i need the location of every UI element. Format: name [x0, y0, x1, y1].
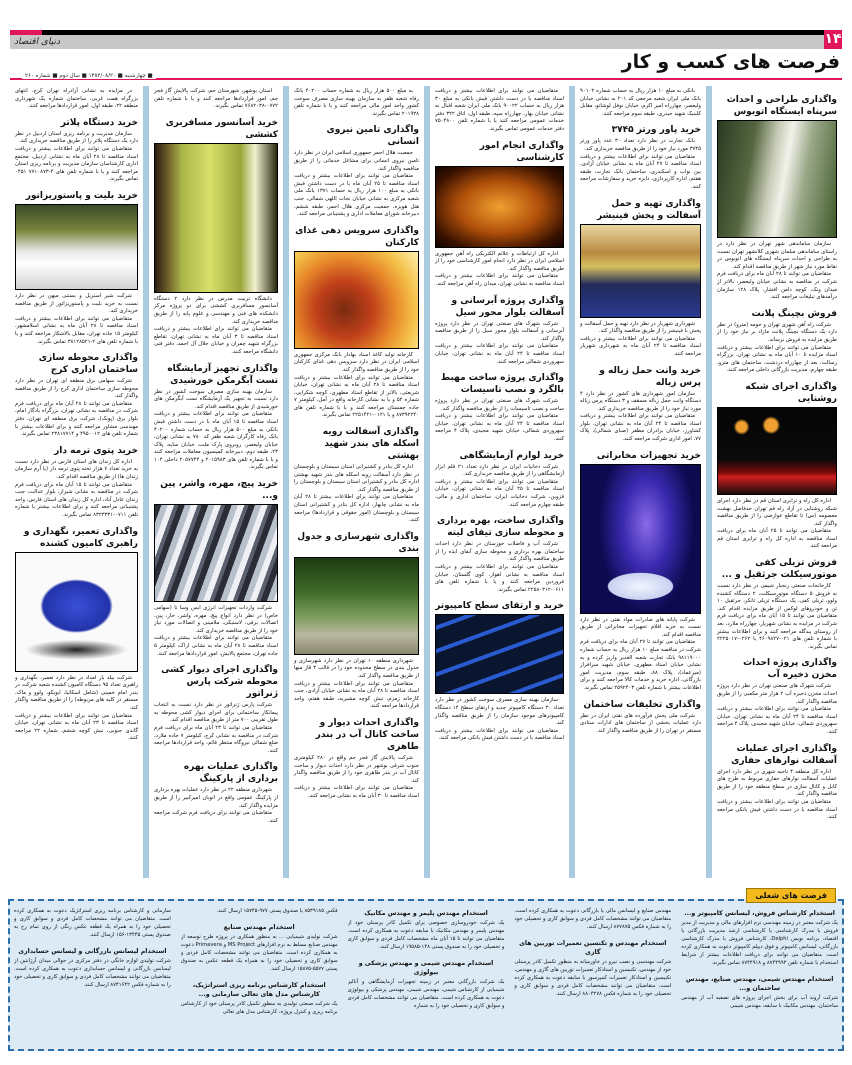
news-body-text: متقاضیان می توانند برای اطلاعات بیشتر و دریافت اسناد مناقصه تا ۲۴ آبان ماه به نشانی تهران، بلوار کشاورز، خیابان برادران مظفر (صبای شمالی)، پلاک ۷۷، امور اداری شرکت مراجعه کنند.	[580, 413, 701, 443]
news-headline[interactable]: فروش بچینگ پلانت	[751, 308, 837, 319]
news-body-text: شرکت شهرک های صنعتی تهران در نظر دارد پروژه ساخت و نصب تاسیسات را از طریق مناقصه واگذار کند.	[435, 398, 564, 412]
news-body-text: شرکت ملی پخش فرآورده های نفتی ایران در نظر دارد عملیات بخشی از ساختمان های ادارات ستادی مستقر در تهران را از طریق مناقصه واگذار کند.	[580, 712, 701, 734]
masthead	[10, 30, 842, 48]
news-body-text: متقاضیان می توانند برای اطلاعات بیشتر و دریافت اسناد مناقصه تا ۲۸ آبان ماه به نشانی تهران، خیابان شریعتی، بالاتر از تقاطع استاد مطهری، کوچه شکرایی، شماره ۵۴ و یا به نشانی کارخانه واقع در آمل، کیلومتر ۷ جاده چمستان مراجعه کنند و یا با شماره تلفن های ۸۷۳۹۲۲۴۰ و یا ۰۱۲۱-۲۲۵۱۴۲۱ تماس بگیرند.	[294, 374, 419, 419]
news-body-text: شهرداری شهریار در نظر دارد تهیه و حمل آسفالت و پخش با فینیشر را از طریق مناقصه واگذار کند.	[580, 320, 701, 335]
news-item	[154, 761, 278, 825]
news-headline[interactable]: خرید آسانسور مسافربری کششی	[165, 117, 278, 140]
news-item	[15, 190, 138, 346]
news-body-text: متقاضیان می توانند برای اطلاعات بیشتر و دریافت اسناد مناقصه تا ۲۴ آبان ماه به نشانی تهران، خیابان سهروردی شمالی، خیابان شهید مجیدی، پلاک ۴ مراجعه کنند.	[717, 706, 838, 735]
spacer	[681, 967, 838, 973]
article-columns	[10, 86, 842, 878]
news-headline[interactable]: واگذاری تهیه و حمل آسفالت و پخش فینیشر	[597, 198, 701, 221]
news-body-text: متقاضیان می توانند تا ۲۷ آبان ماه برای دریافت فرم شرکت در مناقصه مبلغ ۱۰ هزار ریال به حساب شماره ۹۸۱۱۹۰۰۰ بانک تجارت شعبه الغدیر واریز کرده و به نشانی خیابان استاد مطهری، خیابان شهید سرافراز (میرعماد)، پلاک ۸۸، طبقه سوم، مدیریت امور بازرگانی، اداره خرید و خدمات کالا مراجعه کنند و برای اطلاعات بیشتر با شماره تلفن ۲۵۹۲۴۰۳ تماس بگیرند.	[580, 639, 701, 691]
news-body-text: اداره کل ارتباطات و علائم الکتریکی راه آهن جمهوری اسلامی ایران در نظر دارد انجام امور کارشناسی خود را از طریق مناقصه واگذار کند.	[435, 250, 564, 272]
elevator-photo	[154, 143, 278, 293]
job-ad-text: سازمانی و کارشناس برنامه ریزی استراتژیک دعوت به همکاری کرده است. متقاضیان می توانند مشخصات کامل فردی و سوابق کاری و تحصیلی خود را به همراه یک قطعه عکس رنگی از روی تمام رخ به صندوق پستی ۱۳۴۴۵-۱۵۶ ارسال کنند.	[14, 908, 171, 938]
news-body-text: متقاضیان می توانند برای اطلاعات بیشتر و دریافت اسناد مناقصه تا ۲۸ آبان ماه به نشانی اردبیل، مجتمع اداری کارشناسان سازمان مدیریت و برنامه ریزی استان مراجعه کنند و یا با شماره تلفن های ۴-۷۷۱۰۸۷۳ ۰۴۵۱ تماس بگیرند.	[15, 145, 139, 183]
news-headline[interactable]: خرید لوازم آزمایشگاهی	[459, 450, 564, 461]
news-body-text: شهرداری منطقه ۲۲ در نظر دارد عملیات بهره برداری از پارکینگ عمومی واقع در اتوبان امیرکبیر را از طریق مزایده واگذار کند.	[154, 787, 278, 809]
news-item	[435, 372, 564, 444]
news-body-text: شرکت دخانیات ایران در نظر دارد تعداد ۲۱ قلم ابزار آزمایشگاهی را از طریق مناقصه خریداری کند.	[435, 463, 564, 478]
news-body-text: بانک تجارت در نظر دارد تعداد ۳۰ عدد پاور ورتر ۳۷۴۵ مورد نیاز خود را از طریق مناقصه خریداری کند.	[580, 138, 701, 152]
news-item	[717, 743, 837, 822]
job-ad-text: فکس ۸۵۳۹۱۸۵ یا صندوق پستی ۹۷۷-۱۵۷۴۵ ارسال کنند.	[216, 908, 338, 914]
news-item	[294, 124, 419, 218]
news-body-text: متقاضیان می توانند برای اطلاعات بیشتر و دریافت اسناد مناقصه تا ۲۸ آبان ماه به نشانی اسلامشهر، کیلومتر ۱۵ جاده تهران، مقابل بالاشکار مراجعه کنند و یا با شماره تلفن های ۲-۳۸۱۲۸۵۲۱ تماس بگیرند.	[15, 315, 138, 345]
news-body-text: در مزایده به نشانی آزادراه تهران کرج، انتهای بزرگراه همت غربی، ساختمان شماره یک شهرداری منطقه ۲۲، طبقه اول، امور قراردادها مراجعه کنند.	[15, 88, 138, 110]
job-ad-text: یک شرکت معتبر در زمینه مهندسی نرم افزارهای مالی و مدیریت از مدیر فروش با مدرک کارشناسی یا کارشناسی ارشد مدیریت بازرگانی یا اقتصاد، برنامه نویس Delphi، کارشناس فروش با مدرک کارشناسی بازرگانی، لیسانس کامپیوتر و فوق دیپلم کامپیوتر دعوت به همکاری کرده است. متقاضیان می توانند برای دریافت اطلاعات بیشتر از شرایط استخدام با شماره تلفن ۸۷۴۴۹۹۴ و ۸۷۴۴۹۱۸ تماس بگیرند.	[681, 920, 838, 966]
job-ad-title[interactable]: استخدام مهندس شیمی، مهندس صنایع، مهندس ساختمان و...	[685, 976, 834, 992]
paper-logo: دنیای اقتصاد	[14, 37, 60, 47]
news-column	[712, 86, 842, 878]
news-item	[154, 478, 278, 658]
news-body-text: متقاضیان می توانند برای اطلاعات بیشتر و دریافت اسناد مناقصه تا ۳۰ آبان ماه به نشانی مراجعه کنند.	[294, 785, 419, 799]
news-body-text: متقاضیان می توانند برای اطلاعات بیشتر و دریافت اسناد مناقصه با در دست داشتن فیش بانکی مراجعه کنند.	[717, 798, 837, 821]
news-headline[interactable]: واگذاری سرویس دهی غذای کارکنان	[295, 225, 419, 248]
news-item	[580, 124, 701, 191]
news-headline[interactable]: واگذاری پروژه ساخت مهبط بالگرد و نصب تاسیسات	[440, 373, 564, 396]
job-ad-text: شرکت تولیدی شیمیایی ... به منظور همکاری در پروژه طرح توسعه از مهندس صنایع مسلط به نرم افزارهای MS Project و Primavera دعوت به همکاری کرده است. متقاضیان می توانند مشخصات کامل فردی و سوابق کاری و تحصیلی خود را به همراه یک قطعه عکس به صندوق پستی ۵۵۷۷-۱۵۸۷۵ ارسال کنند.	[180, 934, 338, 972]
news-headline[interactable]: خرید و ارتقای سطح کامپیوتر	[435, 601, 564, 612]
news-body-text: استان بوشهر، شهرستان جم، شرکت پالایش گاز فجر جم، امور قراردادها مراجعه کنند و یا با شماره تلفن ۰۷۷۲-۷۶۸۲۰۳۸ تماس بگیرند.	[154, 88, 278, 110]
news-body-text: دانشگاه تربیت مدرس در نظر دارد ۲ دستگاه آسانسور مسافربری کششی برای دو پروژه مرکز دانشکده های فنی و مهندسی و علوم پایه را از طریق مناقصه خریداری کند.	[154, 295, 278, 325]
spacer	[181, 973, 338, 979]
news-body-text: شرکت پارس ژنراتور در نظر دارد نسبت به انتخاب پیمانکار ساختمانی برای اجرای دیوار کشی محوطه به طول تقریبی ۷۰۰ متر از طریق مناقصه اقدام کند.	[154, 702, 278, 724]
news-item	[435, 450, 564, 510]
news-item	[580, 88, 701, 118]
news-body-text: متقاضیان می توانند برای اطلاعات بیشتر و دریافت اسناد مناقصه تا ۲۴ آبان ماه به نشانی تهران، خیابان سهروردی شمالی مراجعه کنند.	[435, 343, 565, 365]
news-item	[15, 352, 138, 439]
news-headline[interactable]: واگذاری تخلیفات ساختمان	[583, 699, 701, 710]
news-item	[435, 88, 564, 134]
page-number: ۱۴	[824, 31, 842, 47]
job-ad-title[interactable]: استخدام لیسانس بازرگانی و لیسانس حسابداری	[18, 948, 167, 955]
news-headline[interactable]: واگذاری انجام امور کارشناسی	[479, 140, 564, 163]
news-headline[interactable]: واگذاری پروژه آبرسانی و آسفالت بلوار محور سیل	[451, 295, 564, 318]
classifieds-column	[514, 907, 671, 1043]
news-item	[154, 664, 278, 755]
news-headline[interactable]: واگذاری عملیات بهره برداری از پارکینگ	[183, 762, 278, 785]
job-ad-text: شرکت تولیدی لوازم خانگی در دفتر مرکزی در حوالی میدان آرژانتین از لیسانس بازرگانی و لیسانس حسابداری دعوت به همکاری کرده است. متقاضیان می توانند مشخصات کامل فردی و سوابق کاری و تحصیلی خود را به شماره فکس ۸۷۴۱۶۴۲ ارسال کنند.	[14, 958, 171, 988]
news-headline[interactable]: واگذاری ساخت، بهره برداری و محوطه سازی تیفای لیته	[436, 516, 564, 539]
burger-photo	[294, 251, 419, 349]
bolts-photo	[154, 504, 278, 602]
news-headline[interactable]: واگذاری آسفالت رویه اسکله های بندر شهید بهشتی	[322, 427, 419, 462]
computers-photo	[435, 614, 564, 694]
news-item	[154, 117, 278, 357]
news-headline[interactable]: واگذاری اجرای عملیات آسفالت نوارهای حفاری	[731, 743, 837, 766]
news-item	[15, 117, 138, 184]
news-item	[435, 295, 564, 367]
news-item	[15, 445, 138, 520]
job-ad-title[interactable]: استخدام مهندس و تکنسین تعمیرات توربین های گازی	[519, 940, 667, 956]
spacer	[181, 915, 338, 921]
news-body-text: متقاضیان می توانند برای اطلاعات بیشتر و دریافت اسناد مزایده تا ۱۰ آبان ماه به نشانی تهران، بزرگراه رسالت، بعد از چهارراه دردشت، ساختمان های مترو، طبقه چهارم، مدیریت بازرگانی داخلی مراجعه کنند.	[717, 344, 837, 374]
news-body-text: متقاضیان می توانند برای اطلاعات بیشتر و دریافت اسناد مناقصه تا ۱۵ آبان ماه با در دست داشتن فیش بانکی به مبلغ ۵۰۰ هزار ریال به حساب شماره ۴۰۲۰۰ بانک رفاه کارگران شعبه ظفر کد ۷۸۰ به نشانی تهران، خیابان ولیعصر، روبروی پارک ملت، خیابان سایه، پلاک ۲۳، طبقه دوم، دبیرخانه کمیسیون معاملات مراجعه کنند و یا با شماره تلفن های ۲۰۱۵۹۸۳ و ۲۰۵۷۷۴۴ داخلی ۱۰۴ تماس بگیرند.	[154, 411, 279, 471]
news-body-text: شرکت آب و فاضلاب خوزستان در نظر دارد احداث ساختمان بهره برداری و محوطه سازی آبفای ایذه را از طریق مناقصه واگذار کند.	[435, 541, 564, 563]
news-item	[294, 225, 419, 420]
news-body-text: کارخانه تولید کاغذ اسناد بهادار بانک مرکزی جمهوری اسلامی ایران در نظر دارد سرویس دهی غذای کارکنان خود را از طریق مناقصه واگذار کند.	[294, 351, 419, 373]
news-item	[294, 426, 419, 525]
news-item	[294, 88, 419, 118]
job-ad-text: شرکت آروند آب برای بخش اجرای پروژه های تصفیه آب از مهندس ساختمان، مهندس مکانیک با سابقه، مهندس شیمی	[681, 995, 838, 1009]
news-body-text: متقاضیان می توانند تا ۲۵ آبان ماه برای دریافت اسناد مناقصه به اداره کل راه و ترابری استان قم مراجعه کنند.	[717, 528, 837, 550]
news-body-text: متقاضیان می توانند برای اطلاعات بیشتر و دریافت اسناد مناقصه تا ۳ آبان ماه به نشانی تهران، تقاطع بزرگراه شهید چمران و خیابان جلال آل احمد، دفتر فنی دانشگاه مراجعه کنند.	[154, 326, 278, 355]
news-body-text: متقاضیان می توانند برای اطلاعات بیشتر و دریافت اسناد مناقصه تا ۲۳ آبان ماه به نشانی تهران، خیابان گاندی جنوبی، نبش کوچه ششم، شماره ۲۲ مراجعه کنند.	[15, 712, 139, 742]
news-item	[15, 88, 138, 111]
news-headline[interactable]: خرید پاور ورتر ۳۷۴۵	[611, 125, 701, 136]
news-column	[289, 86, 424, 878]
job-ad-text: شرکت مهندسی و نصب نیرو در خاورمیانه به منظور تکمیل کادر پرسنلی خود از مهندس، تکنیسین و استادکار تعمیرات توربین های گازی و مهندس، تکنیسین و استادکار تعمیرات کمپرسور با سابقه دعوت به همکاری کرده است. متقاضیان می توانند مشخصات کامل فردی و سوابق کاری و تحصیلی خود را به شماره فکس ۸۸۰۴۲۷۸ ارسال کنند.	[514, 959, 672, 997]
news-body-text: اداره کل منطقه ۴ ناحیه شهری در نظر دارد اجرای عملیات آسفالت نوارهای حفاری مربوط به طرح های کابل و کانال سازی در سطح منطقه خود را از طریق مناقصه واگذار کند.	[717, 768, 837, 798]
news-item	[717, 557, 837, 651]
news-body-text: اداره کل زندان های استان فارس در نظر دارد نسبت به خرید تعداد ۷ هزار تخته پتوی ترمه دار (یا آرم سازمان زندان ها) از طریق مناقصه اقدام کند.	[15, 458, 138, 481]
news-column	[10, 86, 143, 878]
job-ad-text: یک شرکت خودروسازی خصوصی برای تکمیل کادر پرسنلی خود از مهندس پلیمر و مهندس مکانیک با سابقه دعوت به همکاری کرده است. متقاضیان می توانند تا ۱۵ آبان ماه مشخصات کامل فردی و سوابق کاری و تحصیلی خود را به صندوق پستی ۱۴۸-۱۹۵۸۵ ارسال کنند.	[347, 920, 505, 950]
news-body-text: اداره کل بنادر و کشتیرانی استان سیستان و بلوچستان در نظر دارد آسفالت رویه اسکله های بندر شهید بهشتی اداره کل بنادر و کشتیرانی استان سیستان و بلوچستان را از طریق مناقصه واگذار کند.	[294, 464, 419, 493]
news-item	[580, 699, 701, 736]
news-headline[interactable]: فروش تریلی کفی موتورسیکلت جرثقیل و ...	[721, 558, 837, 581]
news-body-text: متقاضیان می توانند برای اطلاعات بیشتر و دریافت اسناد مناقصه با در دست داشتن فیش بانکی به مبلغ ۳۰ هزار ریال به حساب ۹۰۰۲۲ بانک ملی ایران شعبه اقبال به نشانی خیابان بهار، چهارراه سپه، طبقه اول، اتاق ۳۲۲ دفتر خدمات عمومی مراجعه کنند یا با شماره تلفن ۷۵۰۴۸۰۰ دفتر خدمات عمومی تماس بگیرند.	[435, 88, 565, 132]
job-ad-text: یک شرکت بازرگانی معتبر در زمینه تجهیزات آزمایشگاهی و آنالیز شیمیایی از کارشناس شیمی، مهندس شیمی، مهندس پزشکی و بیولوژی دعوت به همکاری کرده است. متقاضیان می توانند مشخصات کامل فردی و سوابق کاری و تحصیلی خود را به شماره	[347, 979, 505, 1009]
news-body-text: شهرداری منطقه ۱۰ تهران در نظر دارد شهرسازی و جدول بندی در سطح محدوده خود را در قالب ۳ قاز منها از طریق مناقصه واگذار کند.	[294, 657, 419, 679]
news-headline[interactable]: واگذاری احداث دیوار و ساخت کانال آب در بندر طاهری	[315, 717, 419, 752]
news-body-text: اداره کل راه و ترابری استان قم در نظر دارد اجرای شبکه روشنایی در آزاد راه قم تهران حدفاصل بهشت معصومه (س) تا تقاطع عوارضی را از طریق مناقصه واگذار کند.	[717, 497, 837, 527]
classifieds-column	[181, 907, 338, 1043]
news-item	[580, 198, 701, 359]
news-column	[575, 86, 706, 878]
asphalt-paver-photo	[580, 224, 701, 318]
news-body-text: سازمان مدیریت و برنامه ریزی استان اردبیل در نظر دارد یک دستگاه پلاتر را از طریق مناقصه خریداری کند.	[15, 130, 138, 145]
news-body-text: متقاضیان می توانند برای اطلاعات بیشتر و دریافت اسناد مناقصه به نشانی تهران، میدان راه آهن مراجعه کنند.	[435, 273, 564, 287]
news-body-text: متقاضیان می توانند تا ۲۸ آبان ماه برای دریافت فرم شرکت در مناقصه به نشانی تهران، بزرگراه یادگار امام، بلوار برق (پونک)، شرکت برق منطقه ای تهران، دفتر مهندسی مشاور مراجعه کنند و برای اطلاعات بیشتر با شماره تلفن های ۴۹۵۰۰۱۲ و ۲۳۸۱۷۷۱۴ تماس بگیرند.	[15, 400, 138, 438]
spacer	[14, 939, 171, 945]
classifieds-column	[348, 907, 505, 1043]
job-ad-title[interactable]: استخدام مهندس صنایع	[223, 924, 295, 931]
satellite-dish-photo	[580, 464, 701, 614]
news-item	[154, 363, 278, 473]
news-headline[interactable]: واگذاری اجرای شبکه روشنایی	[745, 381, 837, 404]
news-headline[interactable]: خرید وانت حمل زباله و پرس زباله	[599, 365, 701, 388]
news-body-text: متقاضیان می توانند تا ۱۵ آبان ماه برای دریافت فرم شرکت در مناقصه به نشانی شیراز، بلوار عدالت، جنب زندان عادل آباد، اداره کل زندان های استان فارس، واحد پشتیبانی مراجعه کنند و برای اطلاعات بیشتر با شماره تلفن ۰۷۱۱-۸۳۲۳۳۳۱ تماس بگیرند.	[15, 481, 138, 518]
news-item	[717, 308, 837, 375]
job-ad-title[interactable]: استخدام کارشناس فروش، لیسانس کامپیوتر و...	[684, 910, 835, 917]
news-headline[interactable]: واگذاری اجرای دیوار کشی محوطه شرکت پارس ژنراتور	[161, 665, 278, 700]
news-headline[interactable]: واگذاری محوطه سازی ساختمان اداری کرج	[38, 353, 138, 376]
news-item	[580, 450, 701, 693]
news-body-text: متقاضیان می توانند برای اطلاعات بیشتر و دریافت اسناد مناقصه تا ۲۵ آبان ماه با در دست داشتن فیش بانکی به مبلغ ۱۰۰ هزار ریال به حساب ۱۳۷۱ بانک ملی شعبه مرکزی به نشانی خیابان نجات اللهی شمالی، جنب هتل هویزه، جمعیت مرکزی هلال احمر، طبقه ششم، دبیرخانه شورای معاملات اداری و پشتیبانی مراجعه کنند.	[294, 173, 419, 218]
news-item	[435, 515, 564, 594]
news-body-text: سازمان بهینه سازی مصرف سوخت کشور در نظر دارد نسبت به تجهیز یک آزمایشگاه تست آبگرمکن های خورشیدی از طریق مناقصه اقدام کند.	[154, 388, 278, 410]
job-ad-text: مهندس صنایع و لیسانس مالی یا بازرگانی دعوت به همکاری کرده است. متقاضیان می توانند مشخصات کامل فردی و سوابق کاری و تحصیلی خود را به شماره فکس ۸۷۷۸۷۵ ارسال کنند.	[514, 908, 672, 930]
dairy-factory-photo	[15, 204, 138, 290]
news-body-text: متقاضیان می توانند تا ۲۸ آبان ماه برای دریافت فرم شرکت در مناقصه به نشانی خیابان ولیعصر، بالاتر از میدان ونک، کوچه دامن افشار، پلاک ۱۲۸ سازمان درآمدهای تبلیغات مراجعه کنند.	[717, 271, 837, 301]
news-item	[294, 717, 419, 801]
spacer	[348, 951, 505, 957]
dateline: ■ چهارشنبه ■ ۱۳۸۲/۰۸/۲۰ ■ سال دوم ■ شماره ۲۶۰	[22, 73, 156, 79]
news-headline[interactable]: واگذاری تعمیر، نگهداری و راهبری کامیون کشنده	[23, 526, 138, 549]
classifieds-tab-label: فرصت های شغلی	[746, 888, 836, 903]
news-item	[717, 657, 837, 736]
news-body-text: شرکت بیلد بار امداد در نظر دارد تعمیر، نگهداری و راهبری تعداد ۹۵ دستگاه کامیون کشنده شعبه شرکت در بندر امام خمینی (شامل اسکانیا، ایویکو، ولوو و ماک، مستقر در کلیه های مربوطه) را از طریق مناقصه واگذار کند.	[15, 674, 139, 711]
news-headline[interactable]: واگذاری تامین نیروی انسانی	[326, 125, 419, 148]
classifieds-column	[14, 907, 171, 1043]
masthead-gray-band	[10, 35, 842, 49]
news-body-text: سازمان ساماندهی شهر تهران در نظر دارد در راستای ساماندهی مبلمان شهری کلانشهر تهران نسبت به طراحی و احداث سرپناه ایستگاه های اتوبوس در نقاط مورد نیاز شهر از طریق مناقصه اقدام کند.	[717, 241, 837, 270]
news-headline[interactable]: واگذاری تجهیز آزمایشگاه تست آبگرمکن خورشیدی	[167, 363, 278, 386]
news-body-text: سازمان امور شهرداری های کشور در نظر دارد ۴ دستگاه وانت حمل زباله مسقف و ۳ دستگاه پرس زباله مورد نیاز خود را از طریق مناقصه خریداری کند.	[580, 390, 701, 412]
trees-street-photo	[294, 557, 419, 655]
news-body-text: شرکت واردات تجهیزات انرژی ایس وسا تا (سهامی خاص) در نظر دارد انواع پیچ، مهره، واشر، خار، پین، اتصالات برقی، لاستیکی، ملامینی و اتصالات مورد نیاز خود را از طریق مناقصه خریداری کند.	[154, 605, 278, 634]
classifieds-columns	[10, 901, 842, 1049]
news-body-text: متقاضیان می توانند برای دریافت فرم شرکت مراجعه کنند.	[154, 810, 278, 824]
news-headline[interactable]: واگذاری شهرسازی و جدول بندی	[297, 531, 419, 554]
leather-bag-photo	[435, 166, 564, 248]
news-body-text: شرکت پالایش گاز فجر جم واقع در ۲۸۰ کیلومتری جنوب شرقی بوشهر در نظر دارد احداث دیوار و ساخت کانال آب در بندر طاهری خود را از طریق مناقصه واگذار کند.	[294, 754, 419, 784]
news-body-text: متقاضیان می توانند برای اطلاعات بیشتر و دریافت اسناد مناقصه تا ۲۸ آبان ماه به نشانی خیابان آزادی، جنب کارخانه زمزم، نبش کوچه مشیریه، طبقه هفتم، واحد قراردادها مراجعه کنند.	[294, 680, 420, 710]
job-ad-title[interactable]: استخدام مهندس پلیمر و مهندس مکانیک	[364, 910, 488, 917]
news-item	[154, 88, 278, 111]
news-headline[interactable]: خرید پیچ، مهره، واشر، پین و...	[160, 479, 278, 502]
news-body-text: متقاضیان می توانند برای اطلاعات بیشتر و دریافت اسناد مناقصه تا ۲۷ آبان ماه به نشانی خیابان آزادی، بین نواب و اسکندری، ساختمان بانک تجارت، طبقه هفتم، اداره کارپردازی، دایره خرید و سفارشات مراجعه کنند.	[580, 153, 701, 190]
classifieds-column	[681, 907, 838, 1043]
news-body-text: بانکی به مبلغ ۱۰ هزار ریال به حساب شماره ۹۰۱۰۲ بانک ملی ایران شعبه مرجعی کد ۲۰۱ به نشانی خیابان ولیعصر، چهارراه امیر اکرم، خیابان نوفل لوشاتو، مقابل کلینیک شهید حیدری، طبقه سوم مراجعه کنند.	[580, 88, 701, 117]
news-headline[interactable]: خرید دستگاه پلاتر	[60, 117, 138, 128]
news-item	[294, 531, 419, 711]
news-body-text: متقاضیان می توانند برای اطلاعات بیشتر و دریافت اسناد مناقصه تا ۲۴ آبان ماه به شهرداری شهریار مراجعه کنند.	[580, 335, 701, 357]
news-item	[580, 365, 701, 444]
street-lights-photo	[717, 407, 837, 495]
news-body-text: شرکت شیر استریل و بستنی میهن در نظر دارد نسبت به خرید بلیت و پاستوریزاتور از طریق مناقصه خریداری کند.	[15, 292, 138, 315]
job-ad-text: یک شرکت صنعتی تولیدی به منظور تکمیل کادر پرسنلی خود از کارشناس برنامه ریزی و کنترل پروژه، کارشناس مدل های تعالی	[180, 1001, 338, 1015]
news-headline[interactable]: خرید پتوی ترمه دار	[54, 445, 138, 456]
news-body-text: متقاضیان می توانند برای اطلاعات بیشتر تا ۲۸ آبان ماه به نشانی چابهار، اداره کل بنادر و کشتیرانی استان سیستان و بلوچستان (امور حقوقی و قراردادها) مراجعه کنند.	[294, 494, 419, 524]
news-body-text: شرکت شهرک های صنعتی تهران در نظر دارد پروژه احداث مخزن ذخیره آب ۲ هزار متر مکعبی را از طریق مناقصه واگذار کند.	[717, 683, 837, 705]
news-column	[149, 86, 283, 878]
news-body-text: کارخانجات صنعتی رنجبار شیمی در نظر دارد نسبت به فروش ۵ دستگاه موتورسیکلت، ۲ دستگاه کشنده ولوو، تریلی کفی، یک دستگاه تریلی تانکر، جرثقیل ۱۰ تن و خودروهای لوکس از طریق مزایده اقدام کند. متقاضیان می توانند تا ۱۵ آبان ماه برای دریافت فرم شرکت در مزایده به نشانی شهریار، چهارراه ملارد، بعد از روستای یبدگله مراجعه کنند و برای اطلاعات بیشتر با شماره تلفن های ۰۲۱-۴۶۰۹۸۲۷ یا ۰۲۶۲-۲۲۲۵۰۱۷ تماس بگیرند.	[717, 583, 837, 650]
bus-stop-photo	[717, 120, 837, 238]
news-item	[435, 140, 564, 289]
truck-photo	[15, 552, 138, 672]
news-column	[430, 86, 569, 878]
news-body-text: شرکت شهرک های صنعتی تهران در نظر دارد پروژه آبرسانی و آسفالت بلوار محور سیل را از طریق مناقصه واگذار کند.	[435, 320, 564, 342]
news-body-text: متقاضیان می توانند برای اطلاعات بیشتر و دریافت اسناد مناقصه تا ۲۵ آبان ماه به نشانی تهران، خیابان قزوین، شرکت دخانیات ایران، ساختمان اداری و مالی، طبقه چهارم مراجعه کنند.	[435, 478, 565, 508]
news-item	[15, 526, 138, 743]
news-body-text: متقاضیان می توانند برای اطلاعات بیشتر و دریافت اسناد مناقصه به نشانی اهواز، کوی گلستان، خیابان فروردین مراجعه کنند و یا با شماره تلفن های ۰۶۱۱-۲۲۵۸۰۳۱۲ تماس بگیرند.	[435, 564, 564, 593]
news-item	[435, 600, 564, 743]
news-body-text: شرکت راه آهن شهری تهران و حومه (مترو) در نظر دارد یک دستگاه بچینگ پلانت مازاد بر نیاز خود را از طریق مزایده به فروش برساند.	[717, 321, 837, 343]
news-body-text: سازمان بهینه سازی مصرف سوخت کشور در نظر دارد تعداد ۳۰ دستگاه کامپیوتر جدید و ارتقای سطح ۱۴ دستگاه کامپیوترهای موجود سازمان را از طریق مناقصه واگذار کند.	[435, 697, 564, 727]
news-headline[interactable]: خرید بلیت و پاستوریزاتور	[25, 190, 138, 201]
job-ad-title[interactable]: استخدام مهندس شیمی و مهندس پزشکی و بیولوژی	[358, 960, 494, 976]
news-body-text: متقاضیان می توانند تا ۲۳ آبان ماه برای دریافت فرم شرکت در مناقصه به نشانی کرج، کیلومتر ۷ جاده ملارد، ضلع شمالی نیروگاه منتظر قائم، واحد قراردادها مراجعه کنند.	[154, 725, 279, 754]
job-classifieds-box	[8, 891, 844, 1051]
spacer	[514, 931, 671, 937]
section-title: فرصت های کسب و کار	[621, 51, 840, 73]
news-headline[interactable]: خرید تجهیزات مخابراتی	[596, 450, 701, 461]
news-body-text: متقاضیان می توانند برای اطلاعات بیشتر و دریافت اسناد مناقصه تا ۲۴ آبان ماه به نشانی تهران، خیابان سهروردی شمالی، خیابان شهید مجیدی، پلاک ۴ مراجعه کنند.	[435, 413, 565, 443]
news-headline[interactable]: واگذاری طراحی و احداث سرپناه ایستگاه اتوبوس	[726, 95, 837, 117]
news-item	[717, 381, 837, 551]
news-body-text: جمعیت هلال احمر جمهوری اسلامی ایران در نظر دارد تامین نیروی انسانی برای مشاغل خدماتی را از طریق مناقصه واگذار کند.	[294, 150, 419, 172]
news-body-text: به مبلغ ۵۰۰ هزار ریال به شماره حساب ۴۰۲۰۰ بانک رفاه شعبه ظفر به سازمان بهینه سازی مصرف سوخت کشور واحد امور مالی مراجعه کنند و یا با شماره تلفن ۲۰۱۹۳۸ تماس بگیرند.	[294, 88, 419, 117]
news-body-text: شرکت سهامی برق منطقه ای تهران در نظر دارد محوطه سازی ساختمان اداری کرج را از طریق مناقصه واگذار کند.	[15, 378, 138, 400]
news-item	[717, 94, 837, 302]
news-body-text: متقاضیان می توانند برای اطلاعات بیشتر و دریافت اسناد مناقصه با در دست داشتن فیش بانکی مراجعه کنند.	[435, 727, 564, 742]
job-ad-title[interactable]: استخدام کارشناس برنامه ریزی استراتژیک، کارشناس مدل های تعالی سازمانی و...	[192, 982, 326, 998]
news-body-text: شرکت پایانه های صادرات مواد نفتی در نظر دارد نسبت به خرید اقلام تجهیزات مخابراتی از طریق مناقصه اقدام کند.	[580, 616, 701, 638]
news-body-text: متقاضیان می توانند برای اطلاعات بیشتر و دریافت اسناد مناقصه تا ۲۸ آبان ماه به نشانی اراک، کیلومتر ۵ جاده تهران، مجتمع پالایش، امور قراردادها مراجعه کنند.	[154, 635, 278, 657]
news-headline[interactable]: واگذاری پروژه احداث مخزن ذخیره آب	[743, 658, 837, 681]
